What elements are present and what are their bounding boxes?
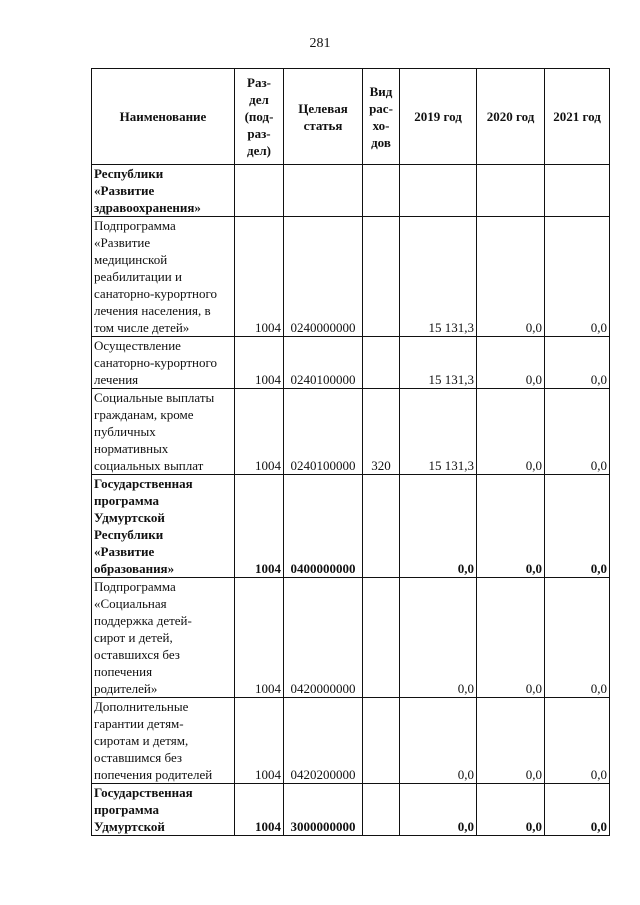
- row-2019: 0,0: [400, 475, 477, 578]
- row-type: [363, 337, 400, 389]
- row-2019: [400, 165, 477, 217]
- row-name: Подпрограмма «Развитие медицинской реабилитации и санаторно-курортного лечения населения, в том числе детей»: [92, 217, 235, 337]
- table-row: [92, 217, 610, 337]
- row-2021: 0,0: [545, 475, 610, 578]
- row-section: 1004: [235, 475, 284, 578]
- row-name: Социальные выплаты гражданам, кроме публичных нормативных социальных выплат: [92, 389, 235, 475]
- row-2019: 15 131,3: [400, 217, 477, 337]
- row-name: Дополнительные гарантии детям- сиротам и детям, оставшимся без попечения родителей: [92, 698, 235, 784]
- header-2021-label: 2021 год: [553, 109, 601, 124]
- header-type-label: Вид рас- хо- дов: [369, 83, 393, 150]
- row-2020: 0,0: [477, 578, 545, 698]
- row-2020: [477, 165, 545, 217]
- row-2021: 0,0: [545, 578, 610, 698]
- row-2020: 0,0: [477, 784, 545, 836]
- page-number: 281: [309, 36, 331, 51]
- row-section: 1004: [235, 217, 284, 337]
- table-row: [92, 337, 610, 389]
- header-target-label: Целевая статья: [298, 100, 348, 133]
- header-2020-label: 2020 год: [486, 109, 535, 124]
- row-2019: 0,0: [400, 698, 477, 784]
- row-section: 1004: [235, 698, 284, 784]
- row-target: 0240100000: [284, 337, 363, 389]
- row-2021: 0,0: [545, 337, 610, 389]
- header-name: [92, 69, 235, 165]
- header-type: [363, 69, 400, 165]
- row-type: [363, 165, 400, 217]
- row-type: [363, 217, 400, 337]
- row-type: [363, 475, 400, 578]
- row-2020: 0,0: [477, 389, 545, 475]
- row-2021: 0,0: [545, 784, 610, 836]
- row-type: [363, 784, 400, 836]
- row-2020: 0,0: [477, 337, 545, 389]
- table-row: [92, 475, 610, 578]
- header-section-label: Раз- дел (под- раз- дел): [244, 75, 274, 158]
- row-target: 0420000000: [284, 578, 363, 698]
- row-name: Государственная программа Удмуртской: [92, 784, 235, 836]
- header-2021: [545, 69, 610, 165]
- row-2021: [545, 165, 610, 217]
- header-target: [284, 69, 363, 165]
- row-name: Осуществление санаторно-курортного лечения: [92, 337, 235, 389]
- row-type: [363, 698, 400, 784]
- row-2020: 0,0: [477, 217, 545, 337]
- row-target: 0400000000: [284, 475, 363, 578]
- budget-table: [91, 68, 610, 836]
- row-name: Государственная программа Удмуртской Республики «Развитие образования»: [92, 475, 235, 578]
- row-target: 0240100000: [284, 389, 363, 475]
- row-section: [235, 165, 284, 217]
- row-target: 0420200000: [284, 698, 363, 784]
- row-2021: 0,0: [545, 698, 610, 784]
- row-target: 3000000000: [284, 784, 363, 836]
- row-type: [363, 578, 400, 698]
- row-2019: 15 131,3: [400, 389, 477, 475]
- row-2019: 0,0: [400, 784, 477, 836]
- row-section: 1004: [235, 337, 284, 389]
- table-row: [92, 389, 610, 475]
- table-row: [92, 578, 610, 698]
- row-target: [284, 165, 363, 217]
- row-name: Республики «Развитие здравоохранения»: [92, 165, 235, 217]
- row-2020: 0,0: [477, 475, 545, 578]
- row-2019: 0,0: [400, 578, 477, 698]
- table-row: [92, 165, 610, 217]
- table-row: [92, 698, 610, 784]
- header-2019-label: 2019 год: [414, 109, 462, 124]
- row-section: 1004: [235, 578, 284, 698]
- header-section: [235, 69, 284, 165]
- row-target: 0240000000: [284, 217, 363, 337]
- table-header-row: [92, 69, 610, 165]
- row-2021: 0,0: [545, 217, 610, 337]
- header-2019: [400, 69, 477, 165]
- table-row: [92, 784, 610, 836]
- row-section: 1004: [235, 389, 284, 475]
- row-2019: 15 131,3: [400, 337, 477, 389]
- row-2021: 0,0: [545, 389, 610, 475]
- row-name: Подпрограмма «Социальная поддержка детей- сирот и детей, оставшихся без попечения родителей»: [92, 578, 235, 698]
- header-2020: [477, 69, 545, 165]
- row-type: 320: [363, 389, 400, 475]
- header-name-label: Наименование: [119, 109, 207, 124]
- row-section: 1004: [235, 784, 284, 836]
- row-2020: 0,0: [477, 698, 545, 784]
